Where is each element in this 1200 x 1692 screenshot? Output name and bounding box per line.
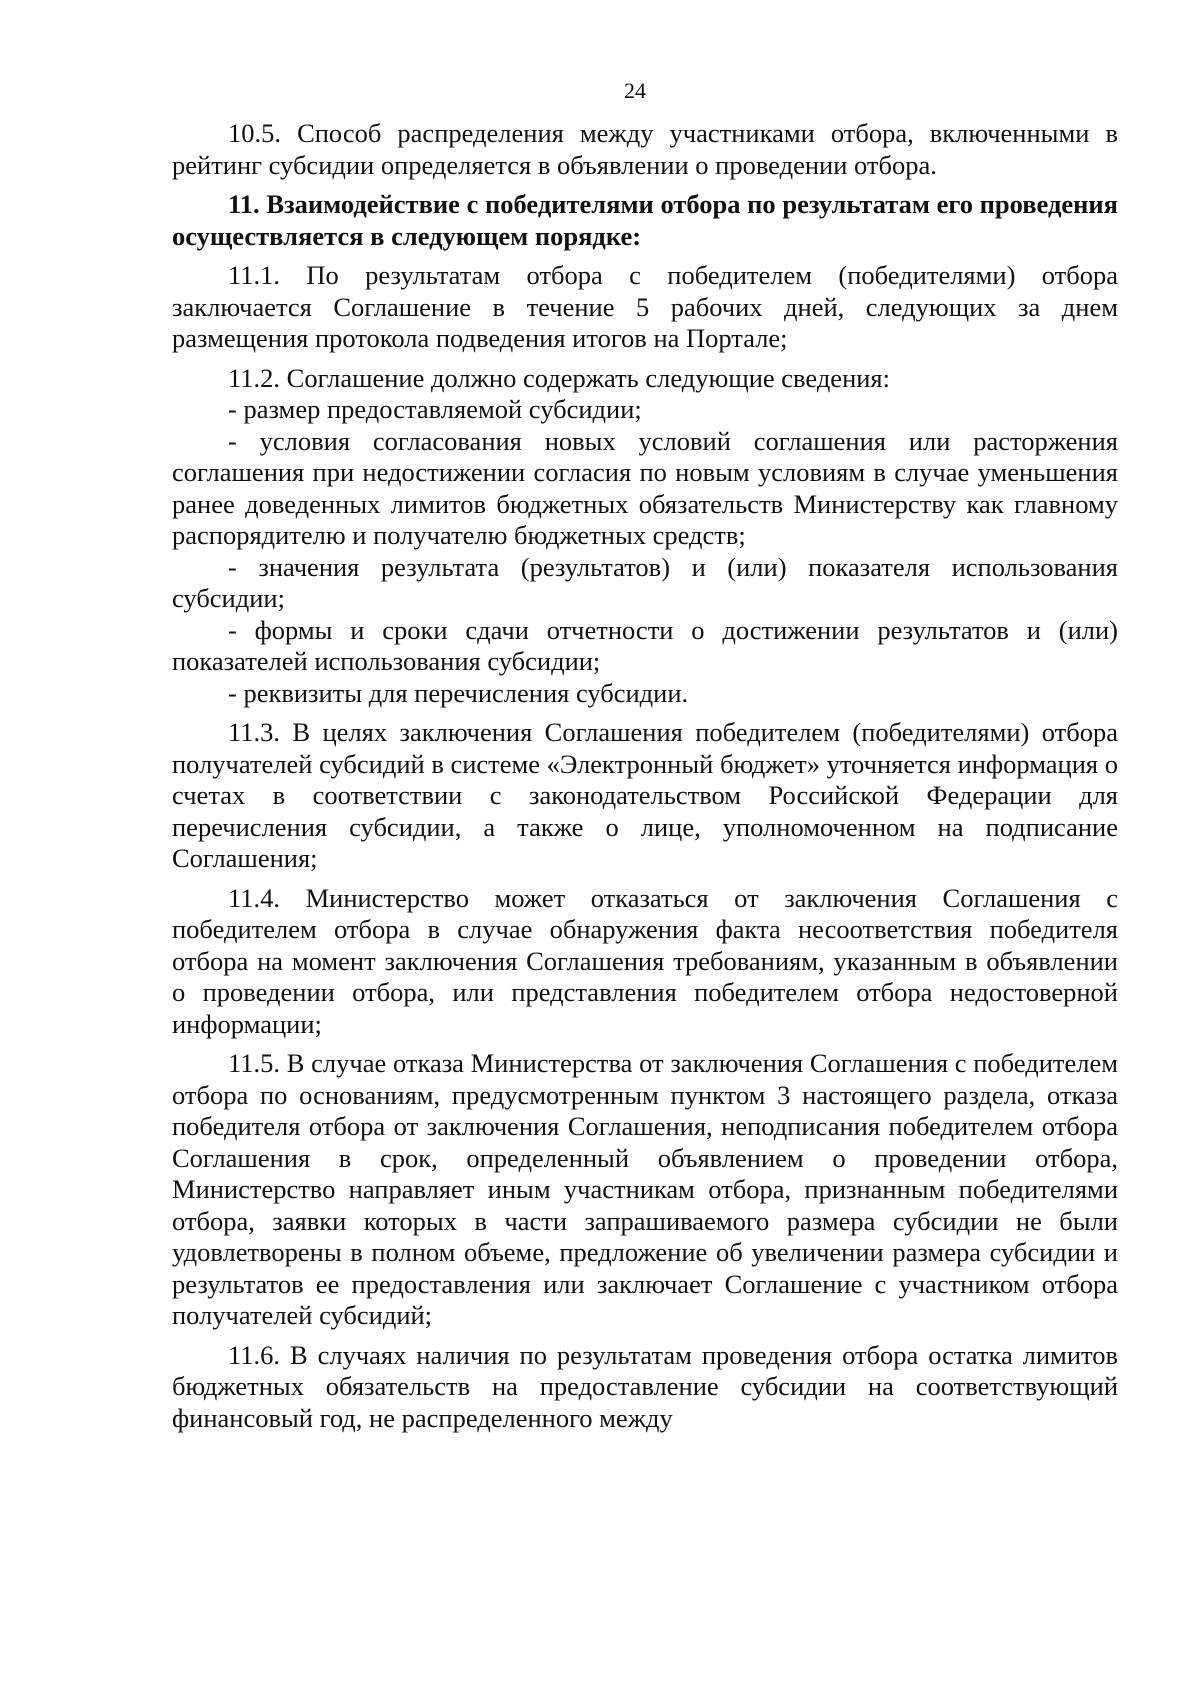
- list-item: - реквизиты для перечисления субсидии.: [228, 677, 689, 708]
- list-item: - значения результата (результатов) и (или) показателя использования субсидии;: [172, 551, 1118, 613]
- paragraph-11-3: 11.3. В целях заключения Соглашения победителем (победителями) отбора получателей субсидий в системе «Электронный бюджет» уточняется информация о счетах в соответствии с законодательством Российской Федерации для перечисления субсидии, а также о лице, уполномоченном на подписание Соглашения;: [172, 717, 1118, 873]
- paragraph-11-1: 11.1. По результатам отбора с победителем (победителями) отбора заключается Соглашение в течение 5 рабочих дней, следующих за днем размещения протокола подведения итогов на Портале;: [172, 260, 1118, 353]
- paragraph-11-6: 11.6. В случаях наличия по результатам проведения отбора остатка лимитов бюджетных обязательств на предоставление субсидии на соответствующий финансовый год, не распределенного между: [172, 1339, 1118, 1433]
- page-number: 24: [624, 78, 646, 103]
- list-item: - условия согласования новых условий соглашения или расторжения соглашения при недостижении согласия по новым условиям в случае уменьшения ранее доведенных лимитов бюджетных обязательств Министерству как главному распорядителю и получателю бюджетных средств;: [172, 425, 1118, 550]
- paragraph-11-5: 11.5. В случае отказа Министерства от заключения Соглашения с победителем отбора по основаниям, предусмотренным пунктом 3 настоящего раздела, отказа победителя отбора от заключения Соглашения, неподписания победителем отбора Соглашения в срок, определенный объявлением о проведении отбора, Министерство направляет иным участникам отбора, признанным победителями отбора, заявки которых в части запрашиваемого размера субсидии не были удовлетворены в полном объеме, предложение об увеличении размера субсидии и результатов ее предоставления или заключает Соглашение с участником отбора получателей субсидий;: [172, 1048, 1118, 1330]
- paragraph-10-5: 10.5. Способ распределения между участниками отбора, включенными в рейтинг субсидии определяется в объявлении о проведении отбора.: [172, 118, 1118, 180]
- paragraph-11-4: 11.4. Министерство может отказаться от заключения Соглашения с победителем отбора в случае обнаружения факта несоответствия победителя отбора на момент заключения Соглашения требованиям, указанным в объявлении о проведении отбора, или представления победителем отбора недостоверной информации;: [172, 882, 1118, 1039]
- list-item: - формы и сроки сдачи отчетности о достижении результатов и (или) показателей использования субсидии;: [172, 614, 1118, 676]
- paragraph-11-2: 11.2. Соглашение должно содержать следующие сведения:: [228, 362, 890, 393]
- list-item: - размер предоставляемой субсидии;: [228, 394, 642, 424]
- document-body: [172, 118, 1118, 1442]
- section-heading-11: 11. Взаимодействие с победителями отбора по результатам его проведения осуществляется в следующем порядке:: [172, 189, 1118, 251]
